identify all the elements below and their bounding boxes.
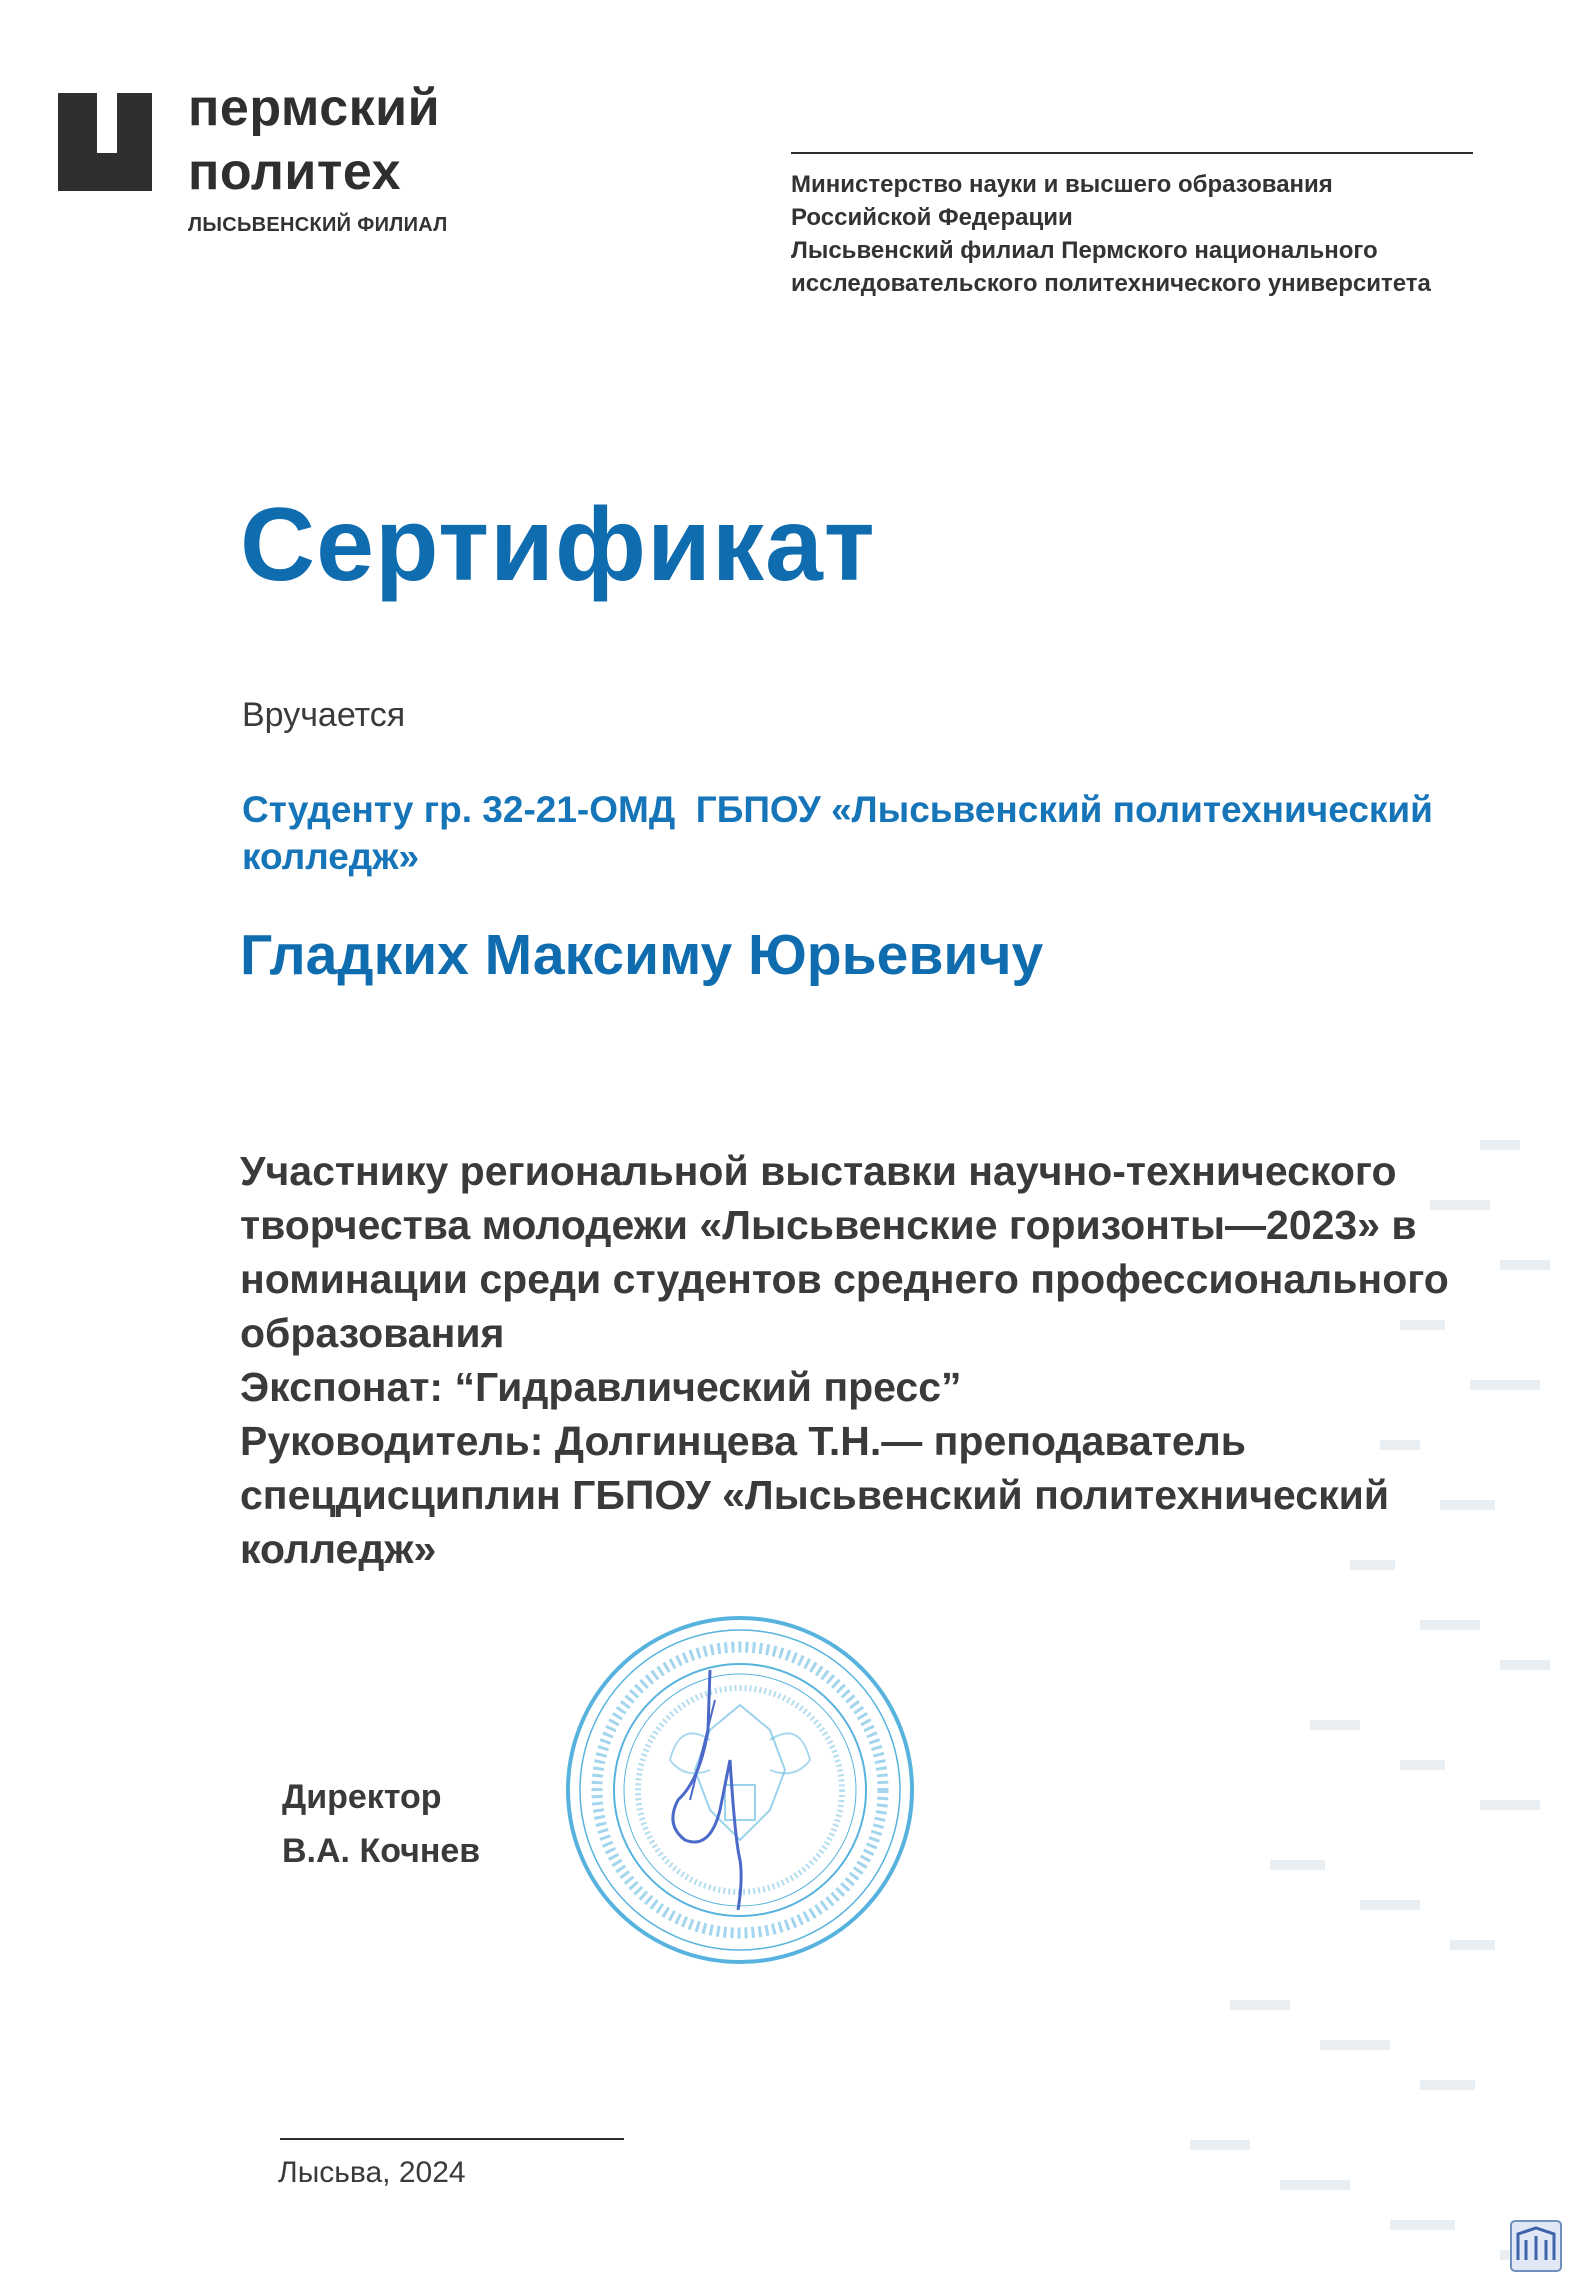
place-and-year: Лысьва, 2024 xyxy=(278,2156,466,2189)
header-line: Лысьвенский филиал Пермского национального xyxy=(791,237,1378,264)
awarded-label: Вручается xyxy=(242,696,406,734)
certificate-title: Сертификат xyxy=(240,487,876,603)
body-line: Руководитель: Долгинцева Т.Н.— преподаватель xyxy=(240,1418,1246,1464)
signature-block xyxy=(282,1770,480,1878)
body-line: спецдисциплин ГБПОУ «Лысьвенский политехнический xyxy=(240,1472,1390,1518)
director-name: В.А. Кочнев xyxy=(282,1832,481,1870)
corner-emblem-icon xyxy=(1510,2220,1562,2272)
student-group-line1: Студенту гр. 32-21-ОМД ГБПОУ «Лысьвенский политехнический xyxy=(242,789,1433,830)
body-line: номинации среди студентов среднего профессионального xyxy=(240,1256,1449,1302)
header-line: Министерство науки и высшего образования xyxy=(791,171,1333,198)
logo-p-mark-icon xyxy=(58,93,152,191)
footer-divider xyxy=(280,2138,624,2140)
header-line: исследовательского политехнического университета xyxy=(791,270,1431,297)
logo-subtitle: ЛЫСЬВЕНСКИЙ ФИЛИАЛ xyxy=(188,214,448,236)
body-line: Экспонат: “Гидравлический пресс” xyxy=(240,1364,962,1410)
student-group-line2: колледж» xyxy=(242,836,420,877)
certificate-body xyxy=(240,1144,1560,1576)
header-line: Российской Федерации xyxy=(791,204,1073,231)
logo-text-line1: пермский xyxy=(188,79,441,137)
body-line: Участнику региональной выставки научно-технического xyxy=(240,1148,1397,1194)
director-role: Директор xyxy=(282,1778,442,1816)
recipient-name: Гладких Максиму Юрьевичу xyxy=(240,923,1044,987)
body-line: колледж» xyxy=(240,1526,437,1572)
body-line: образования xyxy=(240,1310,505,1356)
ministry-header xyxy=(791,168,1491,300)
header-divider xyxy=(791,152,1473,154)
logo-text-line2: политех xyxy=(188,143,401,201)
official-seal-icon xyxy=(560,1610,920,1970)
body-line: творчества молодежи «Лысьвенские горизонты—2023» в xyxy=(240,1202,1417,1248)
